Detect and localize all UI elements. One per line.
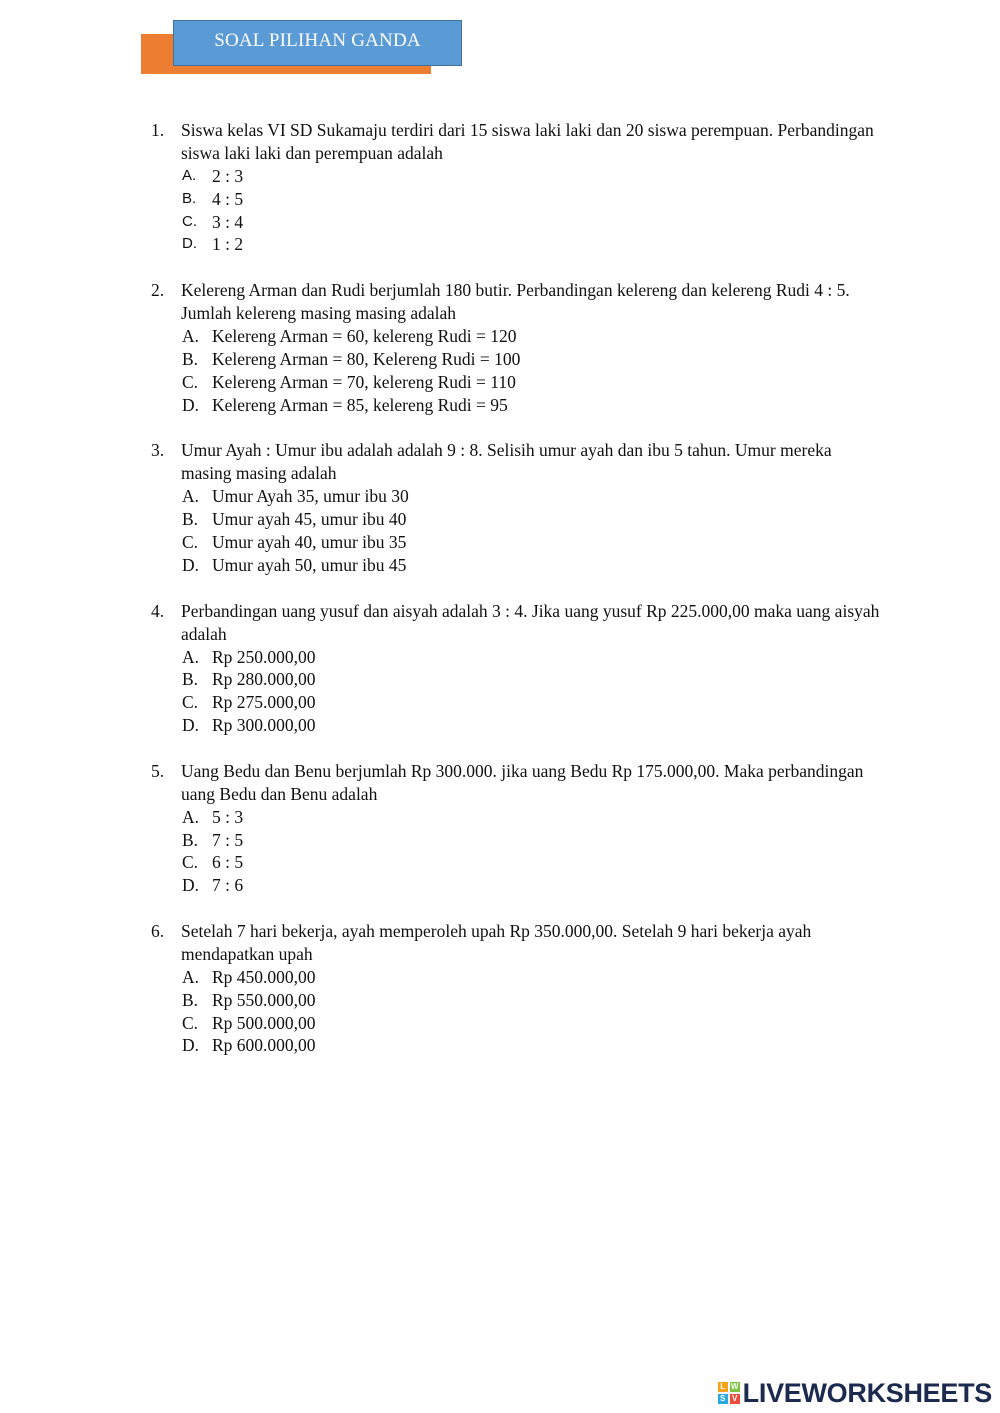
option-letter: B. (182, 509, 199, 530)
option-list (151, 485, 881, 576)
option-text: Umur ayah 45, umur ibu 40 (212, 509, 407, 530)
option-a[interactable] (151, 325, 881, 348)
option-letter: A. (182, 646, 200, 667)
option-text: Rp 600.000,00 (212, 1035, 316, 1056)
option-c[interactable] (151, 531, 881, 554)
option-letter: B. (182, 348, 199, 369)
option-text: 6 : 5 (212, 852, 244, 873)
option-text: Rp 500.000,00 (212, 1012, 316, 1033)
option-b[interactable] (151, 508, 881, 531)
option-b[interactable] (151, 668, 881, 691)
liveworksheets-logo-icon (718, 1382, 740, 1404)
option-a[interactable] (151, 165, 881, 188)
question-3 (151, 439, 881, 576)
option-b[interactable] (151, 989, 881, 1012)
option-letter: A. (182, 966, 200, 987)
option-list (151, 165, 881, 256)
option-c[interactable] (151, 1012, 881, 1035)
option-letter: C. (182, 212, 197, 230)
option-text: Umur ayah 50, umur ibu 45 (212, 554, 407, 575)
option-b[interactable] (151, 348, 881, 371)
option-letter: A. (182, 167, 197, 184)
option-letter: B. (182, 189, 197, 207)
question-text: Setelah 7 hari bekerja, ayah memperoleh upah Rp 350.000,00. Setelah 9 hari bekerja ayah mendapatkan upah (181, 920, 812, 964)
option-letter: C. (182, 531, 199, 552)
option-text: Umur ayah 40, umur ibu 35 (212, 531, 407, 552)
option-c[interactable] (151, 851, 881, 874)
option-text: 4 : 5 (212, 188, 244, 209)
option-letter: D. (182, 1035, 200, 1056)
option-text: Kelereng Arman = 80, Kelereng Rudi = 100 (212, 348, 521, 369)
question-text: Uang Bedu dan Benu berjumlah Rp 300.000. jika uang Bedu Rp 175.000,00. Maka perbandingan uang Bedu dan Benu adalah (181, 760, 864, 804)
question-5 (151, 760, 881, 897)
question-list (151, 119, 881, 1080)
option-text: 5 : 3 (212, 806, 244, 827)
option-letter: D. (182, 554, 200, 575)
question-4 (151, 600, 881, 737)
logo-tile: W (730, 1382, 739, 1391)
option-text: 7 : 5 (212, 829, 244, 850)
question-text: Perbandingan uang yusuf dan aisyah adalah 3 : 4. Jika uang yusuf Rp 225.000,00 maka uang aisyah adalah (181, 600, 880, 644)
option-letter: A. (182, 806, 200, 827)
option-text: 7 : 6 (212, 875, 244, 896)
option-a[interactable] (151, 966, 881, 989)
option-text: 3 : 4 (212, 211, 244, 232)
question-stem (151, 760, 881, 806)
option-letter: D. (182, 875, 200, 896)
option-c[interactable] (151, 211, 881, 234)
option-d[interactable] (151, 554, 881, 577)
question-text: Siswa kelas VI SD Sukamaju terdiri dari 15 siswa laki laki dan 20 siswa perempuan. Perbandingan siswa laki laki dan perempuan adalah (181, 120, 874, 163)
option-a[interactable] (151, 485, 881, 508)
option-a[interactable] (151, 806, 881, 829)
option-letter: B. (182, 989, 199, 1010)
option-letter: C. (182, 1012, 199, 1033)
option-letter: B. (182, 829, 199, 850)
logo-tile: L (718, 1382, 728, 1392)
question-number: 6. (151, 920, 165, 941)
option-text: Rp 450.000,00 (212, 966, 316, 987)
question-2 (151, 279, 881, 416)
question-stem (151, 600, 881, 646)
option-text: Rp 275.000,00 (212, 692, 316, 713)
option-text: Kelereng Arman = 70, kelereng Rudi = 110 (212, 371, 516, 392)
option-letter: D. (182, 394, 200, 415)
question-stem (151, 920, 881, 966)
option-letter: D. (182, 714, 200, 735)
option-letter: B. (182, 669, 199, 690)
option-d[interactable] (151, 714, 881, 737)
option-text: Rp 280.000,00 (212, 669, 316, 690)
option-list (151, 646, 881, 737)
section-title: SOAL PILIHAN GANDA (173, 20, 462, 66)
watermark-text: LIVEWORKSHEETS (742, 1377, 992, 1408)
option-b[interactable] (151, 829, 881, 852)
option-a[interactable] (151, 646, 881, 669)
option-c[interactable] (151, 371, 881, 394)
option-letter: C. (182, 852, 199, 873)
question-stem (151, 119, 881, 165)
question-number: 5. (151, 760, 165, 781)
option-letter: D. (182, 235, 197, 253)
option-text: Kelereng Arman = 60, kelereng Rudi = 120 (212, 326, 517, 347)
logo-tile: S (718, 1394, 728, 1404)
question-text: Umur Ayah : Umur ibu adalah adalah 9 : 8. Selisih umur ayah dan ibu 5 tahun. Umur mereka masing masing adalah (181, 440, 832, 484)
question-number: 2. (151, 280, 165, 301)
option-list (151, 325, 881, 416)
option-letter: C. (182, 371, 199, 392)
option-letter: C. (182, 692, 199, 713)
question-6 (151, 920, 881, 1057)
option-b[interactable] (151, 188, 881, 211)
question-number: 3. (151, 440, 165, 461)
option-text: Umur Ayah 35, umur ibu 30 (212, 486, 409, 507)
option-d[interactable] (151, 874, 881, 897)
option-letter: A. (182, 486, 200, 507)
question-1 (151, 119, 881, 256)
option-list (151, 806, 881, 897)
option-d[interactable] (151, 233, 881, 256)
option-letter: A. (182, 326, 200, 347)
option-d[interactable] (151, 1034, 881, 1057)
question-stem (151, 279, 881, 325)
question-stem (151, 439, 881, 485)
option-c[interactable] (151, 691, 881, 714)
option-text: Rp 250.000,00 (212, 646, 316, 667)
option-text: Rp 300.000,00 (212, 714, 316, 735)
logo-tile: V (730, 1394, 740, 1404)
option-text: 1 : 2 (212, 234, 244, 255)
question-number: 4. (151, 600, 165, 621)
option-text: Kelereng Arman = 85, kelereng Rudi = 95 (212, 394, 508, 415)
liveworksheets-watermark (718, 1379, 992, 1407)
question-text: Kelereng Arman dan Rudi berjumlah 180 butir. Perbandingan kelereng dan kelereng Rudi 4 : 5. Jumlah kelereng masing masing adalah (181, 280, 850, 324)
option-text: Rp 550.000,00 (212, 989, 316, 1010)
question-number: 1. (151, 120, 165, 140)
option-text: 2 : 3 (212, 166, 244, 186)
option-d[interactable] (151, 394, 881, 417)
option-list (151, 966, 881, 1057)
